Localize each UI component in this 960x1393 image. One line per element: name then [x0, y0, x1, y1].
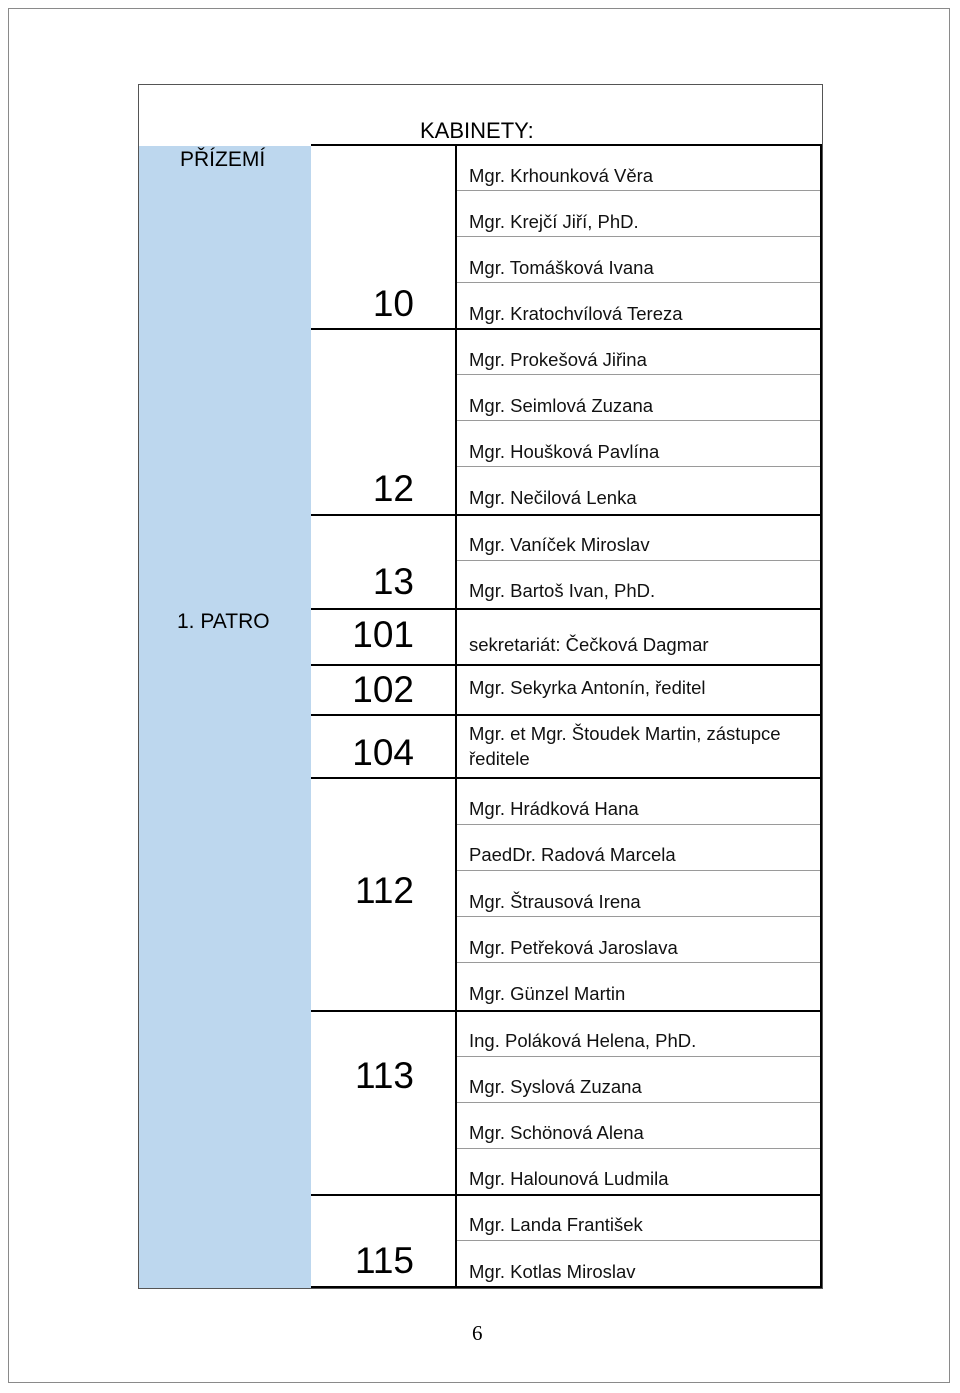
column-divider-rooms-names [455, 145, 457, 1288]
row-divider [311, 328, 822, 330]
staff-name: Mgr. Nečilová Lenka [469, 487, 637, 508]
room-number: 13 [372, 561, 414, 602]
staff-name: Mgr. Petřeková Jaroslava [469, 937, 678, 958]
floor-label-ground: PŘÍZEMÍ [180, 148, 266, 171]
staff-name: sekretariát: Čečková Dagmar [469, 634, 709, 655]
room-number: 112 [355, 870, 414, 911]
staff-name: Mgr. Krejčí Jiří, PhD. [469, 211, 639, 232]
staff-name: Ing. Poláková Helena, PhD. [469, 1030, 697, 1051]
room-number: 10 [372, 283, 414, 324]
room-number: 12 [372, 468, 414, 509]
staff-name: Mgr. Seimlová Zuzana [469, 395, 654, 416]
staff-name: Mgr. Syslová Zuzana [469, 1076, 642, 1097]
name-divider [457, 1148, 820, 1149]
staff-name: Mgr. Prokešová Jiřina [469, 349, 647, 370]
row-divider [311, 514, 822, 516]
row-divider [311, 664, 822, 666]
row-divider [311, 714, 822, 716]
staff-name: Mgr. Houšková Pavlína [469, 441, 660, 462]
name-divider [457, 962, 820, 963]
name-divider [457, 560, 820, 561]
room-number: 104 [352, 732, 414, 773]
staff-name: Mgr. Kratochvílová Tereza [469, 303, 683, 324]
staff-name: Mgr. Sekyrka Antonín, ředitel [469, 677, 706, 698]
name-divider [457, 1056, 820, 1057]
staff-name: Mgr. Günzel Martin [469, 983, 626, 1004]
staff-name: Mgr. Landa František [469, 1214, 643, 1235]
staff-name: Mgr. Krhounková Věra [469, 165, 654, 186]
floor-label-first: 1. PATRO [177, 610, 270, 633]
staff-name: Mgr. Schönová Alena [469, 1122, 644, 1143]
name-divider [457, 282, 820, 283]
row-divider [311, 608, 822, 610]
staff-name: Mgr. et Mgr. Štoudek Martin, zástupce [469, 723, 781, 744]
page-number: 6 [472, 1321, 483, 1345]
staff-name: Mgr. Kotlas Miroslav [469, 1261, 636, 1282]
table-heading: KABINETY: [420, 118, 534, 143]
floor-column [139, 146, 311, 1288]
row-divider [311, 777, 822, 779]
name-divider [457, 466, 820, 467]
staff-name: Mgr. Halounová Ludmila [469, 1168, 669, 1189]
room-number: 115 [355, 1240, 414, 1281]
table-right-border [820, 145, 822, 1288]
name-divider [457, 870, 820, 871]
staff-name: Mgr. Štrausová Irena [469, 891, 641, 912]
name-divider [457, 916, 820, 917]
name-divider [457, 374, 820, 375]
room-number: 102 [352, 669, 414, 710]
name-divider [457, 824, 820, 825]
row-divider [311, 1286, 822, 1288]
staff-name: Mgr. Hrádková Hana [469, 798, 639, 819]
row-divider [311, 144, 822, 146]
room-number: 101 [352, 614, 414, 655]
staff-name: Mgr. Vaníček Miroslav [469, 534, 650, 555]
staff-name: Mgr. Tomášková Ivana [469, 257, 654, 278]
row-divider [311, 1010, 822, 1012]
name-divider [457, 1102, 820, 1103]
name-divider [457, 236, 820, 237]
name-divider [457, 1240, 820, 1241]
staff-name: PaedDr. Radová Marcela [469, 844, 676, 865]
staff-name: Mgr. Bartoš Ivan, PhD. [469, 580, 656, 601]
row-divider [311, 1194, 822, 1196]
name-divider [457, 190, 820, 191]
staff-name-continued: ředitele [469, 748, 530, 769]
room-number: 113 [355, 1055, 414, 1096]
name-divider [457, 420, 820, 421]
